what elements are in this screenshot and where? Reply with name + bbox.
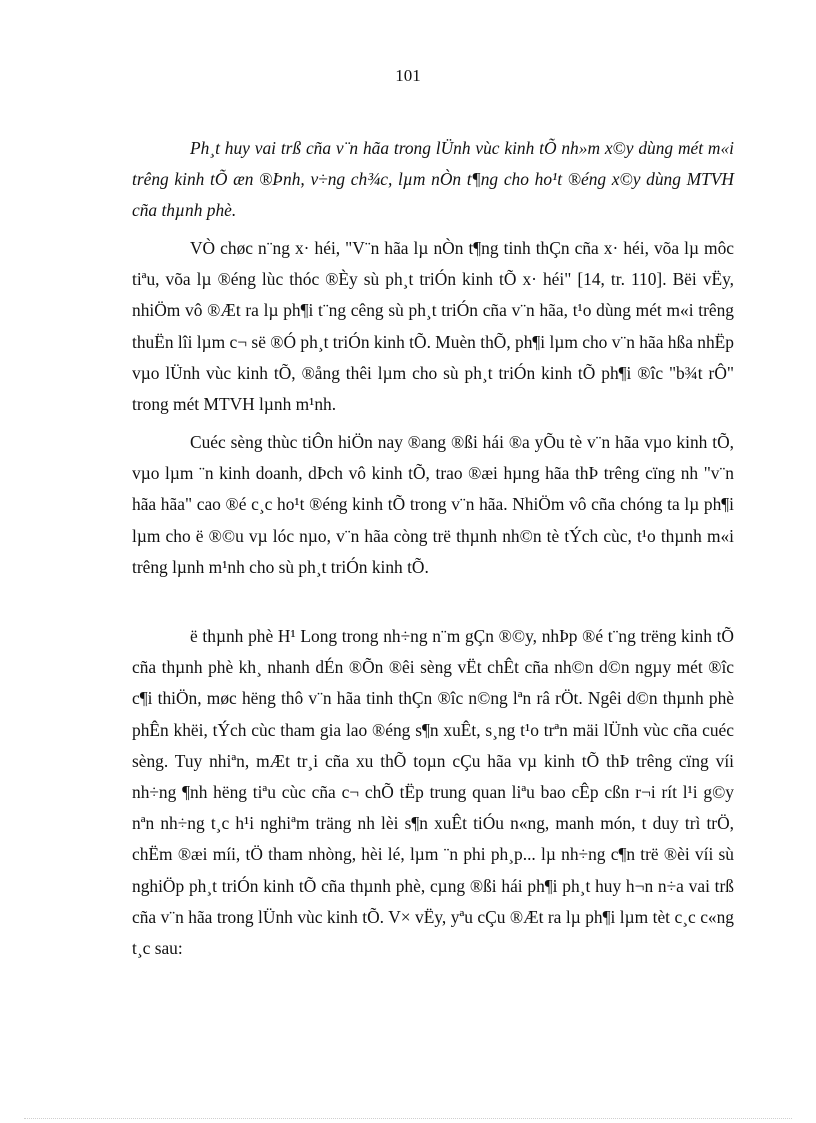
body-paragraph: VÒ chøc n¨ng x· héi, "V¨n hãa lµ nÒn t¶ng tinh thÇn cña x· héi, võa lµ môc tiªu, võa lµ ®éng lùc thóc ®Èy sù ph¸t triÓn kinh tÕ x· héi" [14, tr. 110]. Bëi vËy, nhiÖm vô ®Æt ra lµ ph¶i t¨ng cêng sù ph¸t triÓn cña v¨n hãa, t¹o dùng mét m«i trêng thuËn lîi lµm c¬ së ®Ó ph¸t triÓn kinh tÕ. Muèn thÕ, ph¶i lµm cho v¨n hãa hßa nhËp vµo lÜnh vùc kinh tÕ, ®ång thêi lµm cho sù ph¸t triÓn kinh tÕ ph¶i ®îc "b¾t rÔ" trong mét MTVH lµnh m¹nh.: [132, 238, 734, 415]
page-number: 101: [395, 66, 421, 85]
body-paragraph: ë thµnh phè H¹ Long trong nh÷ng n¨m gÇn ®©y, nhÞp ®é t¨ng trëng kinh tÕ cña thµnh phè kh¸ nhanh dÉn ®Õn ®êi sèng vËt chÊt cña nh©n d©n ngµy mét ®îc c¶i thiÖn, møc hëng thô v¨n hãa tinh thÇn ®îc n©ng lªn râ rÖt. Ngêi d©n thµnh phè phÊn khëi, tÝch cùc tham gia lao ®éng s¶n xuÊt, s¸ng t¹o trªn mäi lÜnh vùc cña cuéc sèng. Tuy nhiªn, mÆt tr¸i cña xu thÕ toµn cÇu hãa vµ kinh tÕ thÞ trêng cïng víi nh÷ng ¶nh hëng tiªu cùc cña c¬ chÕ tËp trung quan liªu bao cÊp cßn r¬i rít l¹i g©y nªn nh÷ng t¸c h¹i nghiªm träng nh lèi s¶n xuÊt tiÓu n«ng, manh món, t duy trì trÖ, chËm ®æi míi, tÖ tham nhòng, hèi lé, lµm ¨n phi ph¸p... lµ nh÷ng c¶n trë ®èi víi sù nghiÖp ph¸t triÓn kinh tÕ cña thµnh phè, cµng ®ßi hái ph¶i ph¸t huy h¬n n÷a vai trß cña v¨n hãa trong lÜnh vùc kinh tÕ. V× vËy, yªu cÇu ®Æt ra lµ ph¶i lµm tèt c¸c c«ng t¸c sau:: [132, 626, 734, 959]
paragraph-block-3: [132, 427, 734, 583]
intro-paragraph-block: [132, 133, 734, 227]
paragraph-block-4: [132, 621, 734, 964]
paragraph-block-2: [132, 233, 734, 420]
intro-paragraph: Ph¸t huy vai trß cña v¨n hãa trong lÜnh vùc kinh tÕ nh»m x©y dùng mét m«i trêng kinh tÕ æn ®Þnh, v÷ng ch¾c, lµm nÒn t¶ng cho ho¹t ®éng x©y dùng MTVH cña thµnh phè.: [132, 138, 734, 221]
body-paragraph: Cuéc sèng thùc tiÔn hiÖn nay ®ang ®ßi hái ®a yÕu tè v¨n hãa vµo kinh tÕ, vµo lµm ¨n kinh doanh, dÞch vô kinh tÕ, trao ®æi hµng hãa thÞ trêng cïng nh "v¨n hãa hãa" cao ®é c¸c ho¹t ®éng kinh tÕ trong v¨n hãa. NhiÖm vô cña chóng ta lµ ph¶i lµm cho ë ®©u vµ lóc nµo, v¨n hãa còng trë thµnh nh©n tè tÝch cùc, t¹o thµnh m«i trêng lµnh m¹nh cho sù ph¸t triÓn kinh tÕ.: [132, 432, 734, 577]
page-bottom-divider: [24, 1118, 792, 1119]
